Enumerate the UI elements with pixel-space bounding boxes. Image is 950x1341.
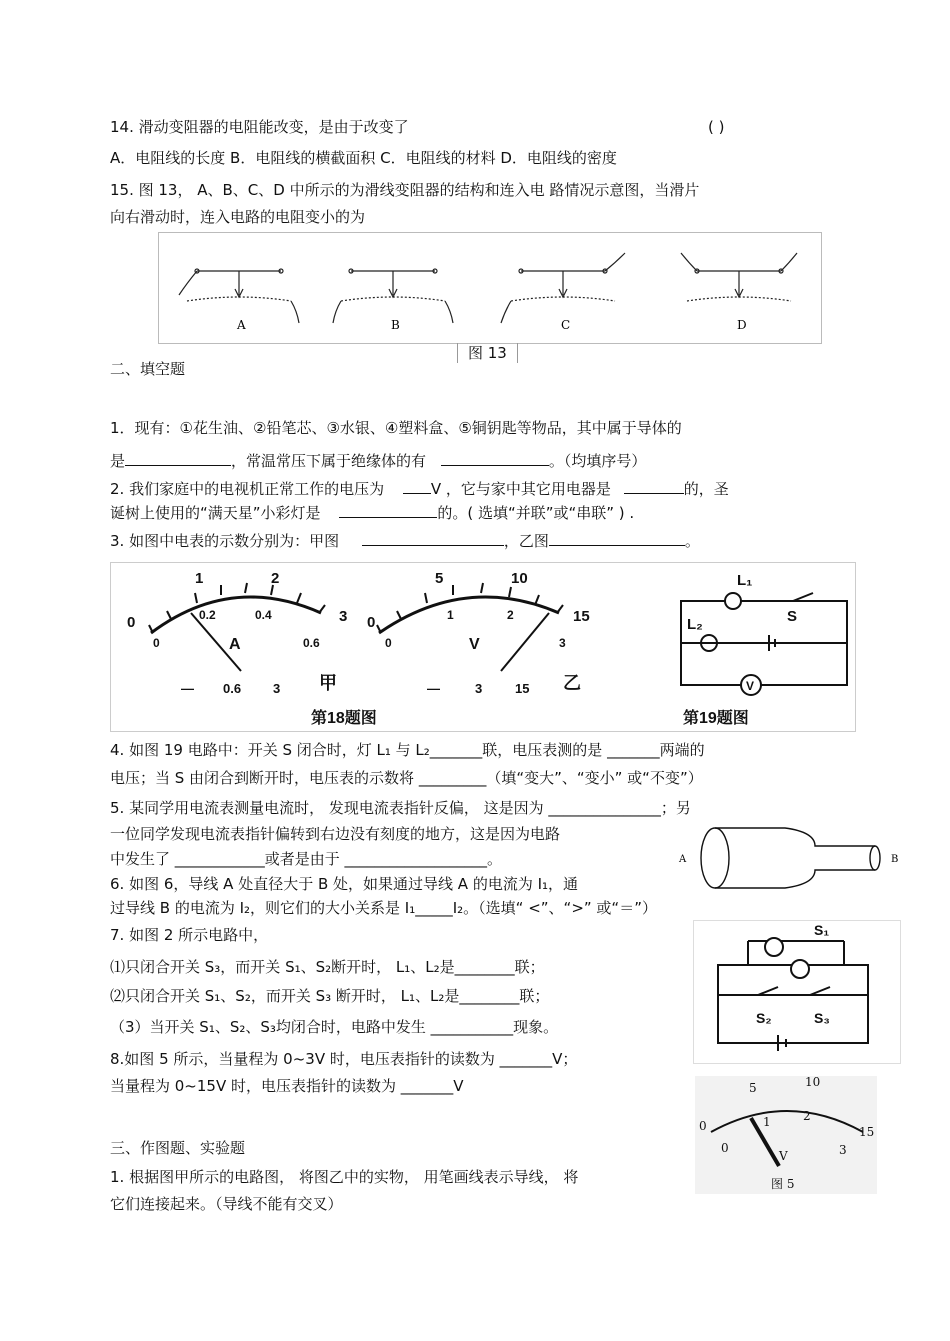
figure-6 (675, 824, 907, 892)
section3-title: 三、作图题、实验题 (110, 1139, 246, 1157)
answer-blank[interactable] (549, 529, 685, 546)
svg-text:10: 10 (805, 1076, 821, 1089)
svg-text:0: 0 (699, 1119, 707, 1133)
fig19-caption: 第19题图 (683, 710, 749, 727)
svg-text:S: S (787, 608, 798, 625)
svg-text:L₂: L₂ (687, 616, 703, 633)
s2-q5-line1: 5. 某同学用电流表测量电流时， 发现电流表指针反偏， 这是因为 _______________；另 (110, 799, 691, 817)
s2-q7-line1: 7. 如图 2 所示电路中， (110, 926, 269, 944)
s2-q5-line2: 一位同学发现电流表指针偏转到右边没有刻度的地方，这是因为电路 (110, 825, 561, 843)
answer-blank[interactable] (624, 477, 684, 494)
figures-18-19 (110, 562, 856, 732)
q14-options: A．电阻线的长度 B．电阻线的横截面积 C．电阻线的材料 D．电阻线的密度 (110, 149, 617, 167)
svg-text:V: V (469, 636, 480, 653)
svg-text:1: 1 (195, 570, 204, 587)
s2-q3: 3. 如图中电表的示数分别为：甲图 ，乙图 。 (110, 529, 700, 551)
figure-13-caption: 图 13 (457, 343, 518, 363)
svg-text:5: 5 (435, 570, 444, 587)
svg-text:L₁: L₁ (737, 572, 753, 589)
s2-q8-line1: 8.如图 5 所示，当量程为 0~3V 时，电压表指针的读数为 _______V； (110, 1050, 578, 1068)
svg-text:2: 2 (803, 1109, 811, 1123)
svg-text:甲: 甲 (319, 673, 337, 693)
answer-blank[interactable] (125, 449, 231, 466)
s2-q8-line2: 当量程为 0~15V 时，电压表指针的读数为 _______V (110, 1077, 464, 1095)
svg-text:0: 0 (367, 614, 376, 631)
q14-stem: 14. 滑动变阻器的电阻能改变，是由于改变了 (110, 118, 409, 136)
svg-text:A: A (229, 636, 241, 653)
rheostat-diagrams (159, 233, 821, 343)
s3-q1-line1: 1. 根据图甲所示的电路图， 将图乙中的实物， 用笔画线表示导线， 将 (110, 1168, 579, 1186)
answer-blank[interactable] (339, 501, 437, 518)
svg-text:—: — (181, 681, 194, 696)
svg-text:V: V (746, 679, 755, 693)
svg-text:3: 3 (559, 636, 566, 650)
s2-q7-line4: （3）当开关 S₁、S₂、S₃均闭合时，电路中发生 ___________现象。 (110, 1018, 559, 1036)
svg-text:1: 1 (763, 1115, 771, 1129)
svg-text:2: 2 (507, 608, 514, 622)
svg-text:10: 10 (511, 570, 528, 587)
s2-q6-line1: 6. 如图 6，导线 A 处直径大于 B 处，如果通过导线 A 的电流为 I₁，通 (110, 875, 579, 893)
label-b: B (391, 318, 400, 332)
answer-blank[interactable] (403, 477, 431, 494)
fig5-caption: 图 5 (771, 1177, 795, 1191)
label-c: C (561, 318, 571, 332)
svg-text:0: 0 (385, 636, 392, 650)
svg-text:3: 3 (273, 681, 281, 696)
s2-q2-line2: 诞树上使用的“满天星”小彩灯是 的。( 选填“并联”或“串联” ) . (110, 501, 634, 523)
svg-text:1: 1 (447, 608, 454, 622)
label-d: D (737, 318, 747, 332)
svg-text:3: 3 (839, 1143, 847, 1157)
q15-line1: 15. 图 13， A、B、C、D 中所示的为滑线变阻器的结构和连入电 路情况示意图，当滑片 (110, 181, 700, 199)
svg-text:2: 2 (271, 570, 280, 587)
svg-text:S₁: S₁ (814, 922, 830, 938)
figure-13 (158, 232, 822, 344)
svg-text:0.6: 0.6 (303, 636, 320, 650)
figure-2 (693, 920, 901, 1064)
svg-text:V: V (779, 1149, 788, 1163)
s2-q1-line2: 是 ，常温常压下属于绝缘体的有 。（均填序号） (110, 449, 646, 471)
svg-text:B: B (891, 854, 899, 865)
svg-text:15: 15 (515, 681, 530, 696)
s2-q5-line3: 中发生了 ____________或者是由于 ___________________。 (110, 850, 503, 868)
label-a: A (237, 318, 246, 332)
section2-title: 二、填空题 (110, 360, 186, 378)
svg-text:0.2: 0.2 (199, 608, 216, 622)
fig18-caption: 第18题图 (311, 710, 377, 727)
svg-text:15: 15 (859, 1125, 875, 1139)
meters-and-circuit (111, 563, 855, 731)
svg-text:15: 15 (573, 608, 590, 625)
q15-line2: 向右滑动时，连入电路的电阻变小的为 (110, 208, 366, 226)
svg-text:乙: 乙 (563, 673, 581, 693)
svg-text:3: 3 (339, 608, 348, 625)
s3-q1-line2: 它们连接起来。（导线不能有交叉） (110, 1195, 343, 1213)
svg-text:0.6: 0.6 (223, 681, 242, 696)
svg-text:5: 5 (749, 1081, 757, 1095)
svg-text:3: 3 (475, 681, 483, 696)
q14-answer-paren: ( ) (708, 118, 725, 136)
answer-blank[interactable] (362, 529, 504, 546)
svg-text:A: A (679, 854, 687, 865)
svg-text:S₂: S₂ (756, 1010, 772, 1026)
svg-text:0: 0 (721, 1141, 729, 1155)
svg-text:0.4: 0.4 (255, 608, 272, 622)
svg-text:0: 0 (153, 636, 160, 650)
s2-q6-line2: 过导线 B 的电流为 I₂，则它们的大小关系是 I₁_____I₂。（选填“ <”、“>” 或“＝”） (110, 899, 657, 917)
answer-blank[interactable] (441, 449, 549, 466)
s2-q7-line3: ⑵只闭合开关 S₁、S₂，而开关 S₃ 断开时， L₁、L₂是________联； (110, 987, 550, 1005)
svg-text:—: — (427, 681, 440, 696)
s2-q1-line1: 1．现有：①花生油、②铅笔芯、③水银、④塑料盒、⑤铜钥匙等物品，其中属于导体的 (110, 419, 682, 437)
svg-text:0: 0 (127, 614, 136, 631)
s2-q7-line2: ⑴只闭合开关 S₃，而开关 S₁、S₂断开时， L₁、L₂是________联； (110, 958, 545, 976)
svg-text:S₃: S₃ (814, 1010, 830, 1026)
figure-5 (695, 1076, 877, 1194)
s2-q2-line1: 2. 我们家庭中的电视机正常工作的电压为 V ，它与家中其它用电器是 的，圣 (110, 477, 729, 499)
s2-q4-line2: 电压；当 S 由闭合到断开时，电压表的示数将 _________（填“变大”、“变小” 或“不变”） (110, 769, 703, 787)
s2-q4-line1: 4. 如图 19 电路中：开关 S 闭合时，灯 L₁ 与 L₂_______联，电压表测的是 _______两端的 (110, 741, 705, 759)
